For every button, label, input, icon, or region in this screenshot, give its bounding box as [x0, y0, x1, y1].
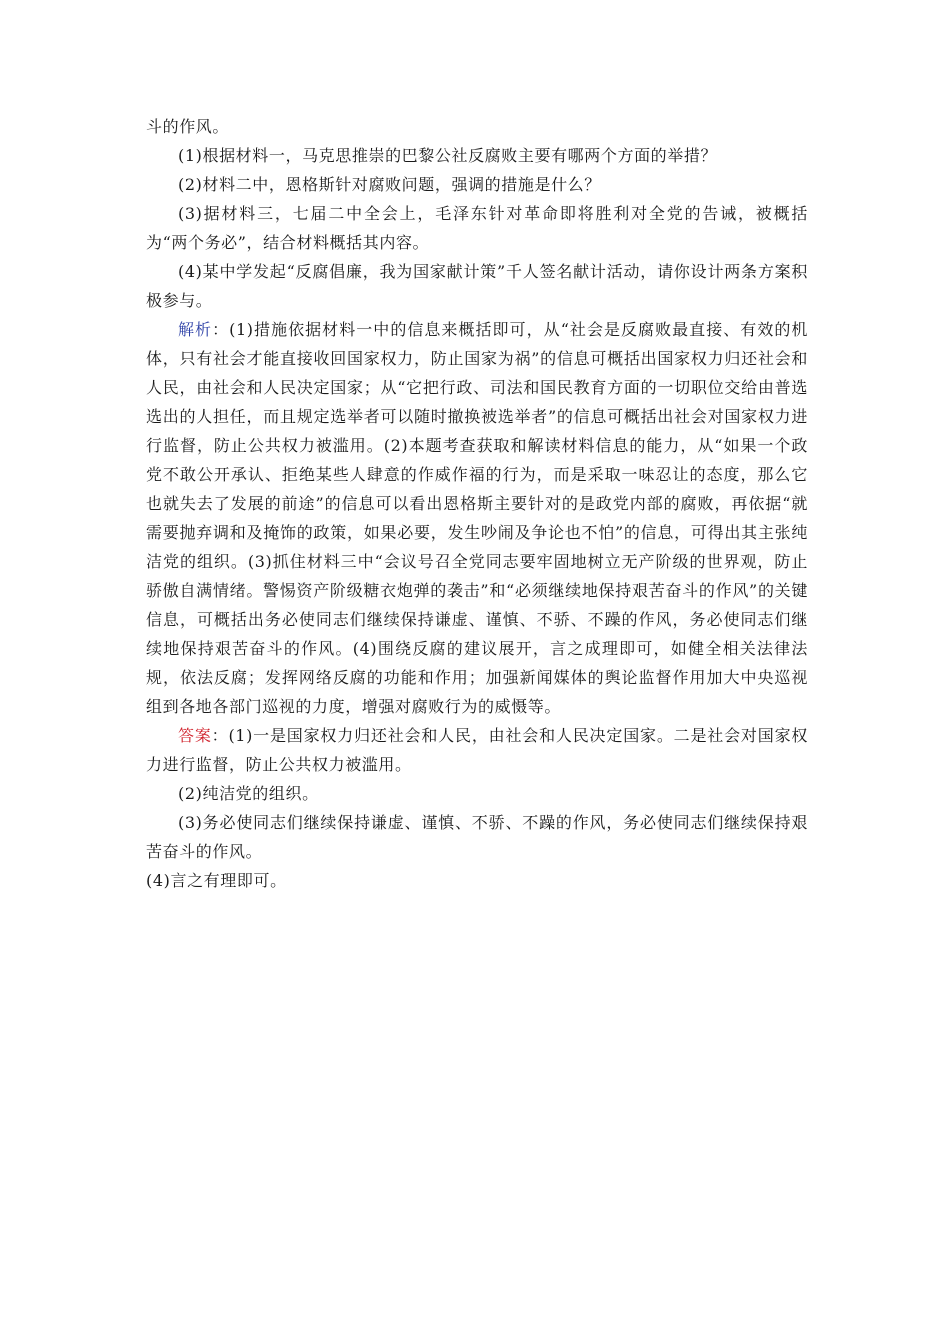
answer-1: (1)一是国家权力归还社会和人民，由社会和人民决定国家。二是社会对国家权力进行监督，防止公共权力被滥用。 — [146, 726, 808, 774]
analysis-paragraph — [146, 315, 808, 721]
document-page — [146, 112, 808, 895]
question-4: (4)某中学发起“反腐倡廉，我为国家献计策”千人签名献计活动，请你设计两条方案积极参与。 — [146, 262, 808, 310]
answer-label: 答案 — [178, 726, 212, 745]
answer-3: (3)务必使同志们继续保持谦虚、谨慎、不骄、不躁的作风，务必使同志们继续保持艰苦奋斗的作风。 — [146, 813, 808, 861]
question-2: (2)材料二中，恩格斯针对腐败问题，强调的措施是什么？ — [178, 175, 601, 194]
question-1: (1)根据材料一，马克思推崇的巴黎公社反腐败主要有哪两个方面的举措？ — [178, 146, 718, 165]
answer-colon: ： — [211, 726, 229, 745]
analysis-colon: ： — [212, 320, 230, 339]
answer-4: (4)言之有理即可。 — [146, 871, 287, 890]
analysis-label: 解析 — [178, 320, 213, 339]
analysis-text: (1)措施依据材料一中的信息来概括即可，从“社会是反腐败最直接、有效的机体，只有社会才能直接收回国家权力，防止国家为祸”的信息可概括出国家权力归还社会和人民，由社会和人民决定国家；从“它把行政、司法和国民教育方面的一切职位交给由普选选出的人担任，而且规定选举者可以随时撤换被选举者”的信息可概括出社会对国家权力进行监督，防止公共权力被滥用。(2)本题考查获取和解读材料信息的能力，从“如果一个政党不敢公开承认、拒绝某些人肆意的作威作福的行为，而是采取一味忍让的态度，那么它也就失去了发展的前途”的信息可以看出恩格斯主要针对的是政党内部的腐败，再依据“就需要抛弃调和及掩饰的政策，如果必要，发生吵闹及争论也不怕”的信息，可得出其主张纯洁党的组织。(3)抓住材料三中“会议号召全党同志要牢固地树立无产阶级的世界观，防止骄傲自满情绪。警惕资产阶级糖衣炮弹的袭击”和“必须继续地保持艰苦奋斗的作风”的关键信息，可概括出务必使同志们继续保持谦虚、谨慎、不骄、不躁的作风，务必使同志们继续地保持艰苦奋斗的作风。(4)围绕反腐的建议展开，言之成理即可，如健全相关法律法规，依法反腐；发挥网络反腐的功能和作用；加强新闻媒体的舆论监督作用加大中央巡视组到各地各部门巡视的力度，增强对腐败行为的威慑等。 — [146, 320, 808, 716]
question-continuation: 斗的作风。 — [146, 117, 230, 136]
answer-2: (2)纯洁党的组织。 — [178, 784, 319, 803]
question-3: (3)据材料三，七届二中全会上，毛泽东针对革命即将胜利对全党的告诫，被概括为“两个务必”，结合材料概括其内容。 — [146, 204, 808, 252]
answer-paragraph-1 — [146, 721, 808, 779]
